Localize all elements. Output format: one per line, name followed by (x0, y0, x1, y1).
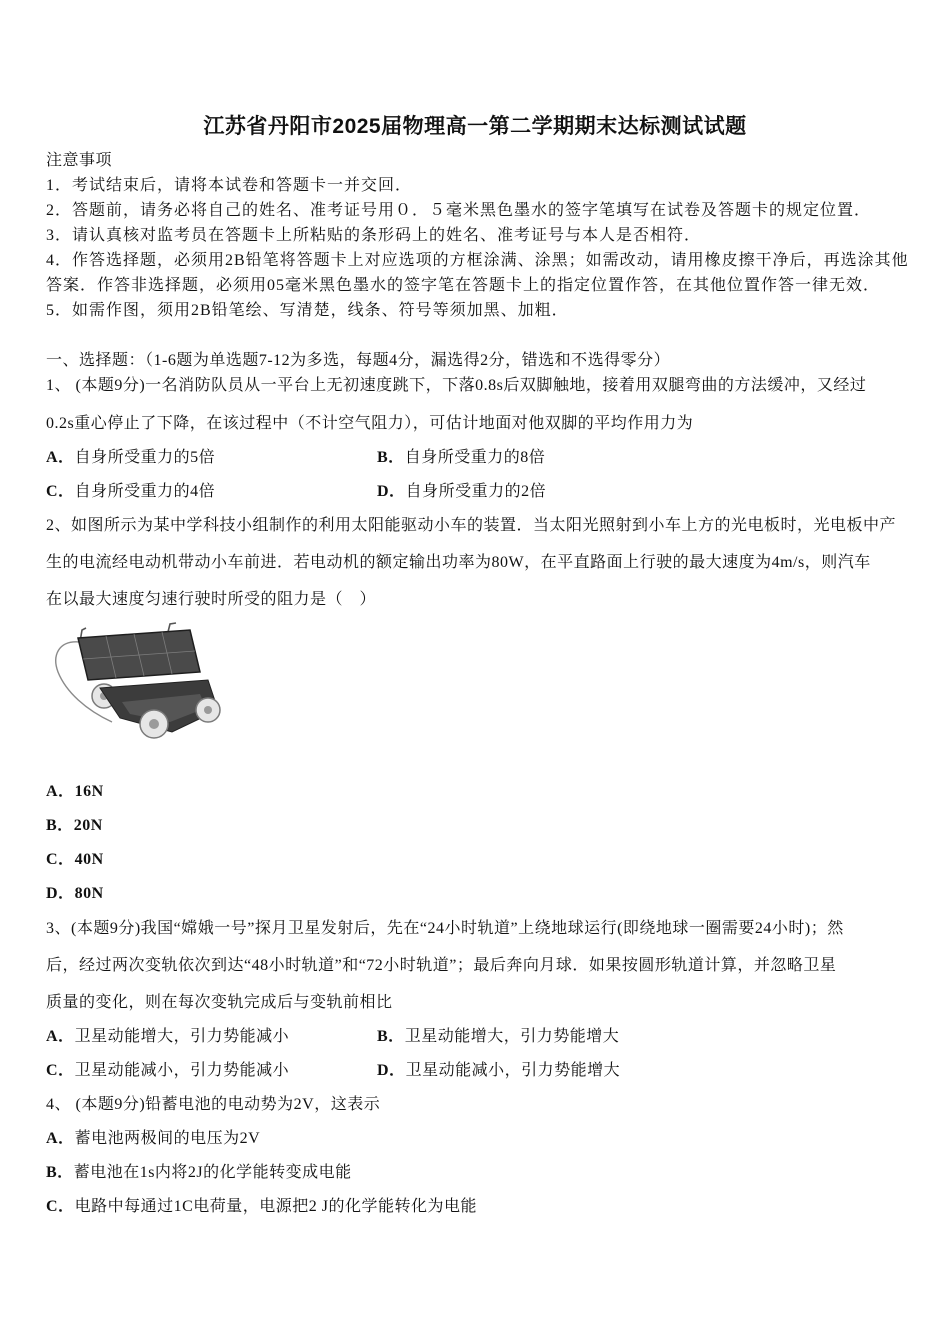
option-text: 卫星动能减小，引力势能增大 (405, 1062, 621, 1079)
question-4-stem: 4、 (本题9分)铅蓄电池的电动势为2V，这表示 (46, 1096, 381, 1113)
question-2-stem: 生的电流经电动机带动小车前进．若电动机的额定输出功率为80W，在平直路面上行驶的最大速度为4m/s，则汽车 (46, 554, 871, 571)
option-label: D． (377, 483, 406, 500)
question-4-option-c (46, 1197, 477, 1217)
option-text: 40N (74, 851, 104, 868)
notice-line: 3．请认真核对监考员在答题卡上所粘贴的条形码上的姓名、准考证号与本人是否相符． (46, 227, 702, 244)
question-4-option-b (46, 1163, 352, 1183)
option-label: C． (46, 1198, 75, 1215)
section-heading: 一、选择题：（1-6题为单选题7-12为多选，每题4分，漏选得2分，错选和不选得零分） (46, 352, 671, 369)
solar-car-figure (50, 622, 225, 747)
question-3-stem: 后，经过两次变轨依次到达“48小时轨道”和“72小时轨道”；最后奔向月球．如果按圆形轨道计算，并忽略卫星 (46, 957, 837, 974)
option-label: A． (46, 1028, 75, 1045)
question-1-stem: 1、 (本题9分)一名消防队员从一平台上无初速度跳下，下落0.8s后双脚触地，接着用双腿弯曲的方法缓冲，又经过 (46, 377, 867, 394)
option-label: B． (377, 1028, 405, 1045)
question-1-option-a (46, 448, 215, 468)
question-3-option-a (46, 1027, 289, 1047)
question-2-stem: 2、如图所示为某中学科技小组制作的利用太阳能驱动小车的装置．当太阳光照射到小车上方的光电板时，光电板中产 (46, 517, 897, 534)
option-text: 80N (74, 885, 104, 902)
option-text: 16N (74, 783, 104, 800)
option-label: B． (46, 817, 74, 834)
question-1-stem: 0.2s重心停止了下降，在该过程中（不计空气阻力），可估计地面对他双脚的平均作用力为 (46, 415, 694, 432)
option-label: C． (46, 1062, 75, 1079)
option-label: D． (377, 1062, 406, 1079)
notice-line: 答案．作答非选择题，必须用05毫米黑色墨水的签字笔在答题卡上的指定位置作答，在其他位置作答一律无效． (46, 277, 881, 294)
option-label: B． (46, 1164, 74, 1181)
question-1-option-b (377, 448, 545, 468)
question-3-option-c (46, 1061, 289, 1081)
option-text: 自身所受重力的5倍 (74, 449, 216, 466)
question-2-stem: 在以最大速度匀速行驶时所受的阻力是（ ） (46, 591, 377, 608)
option-text: 自身所受重力的8倍 (404, 449, 546, 466)
option-text: 自身所受重力的4倍 (74, 483, 216, 500)
notice-heading: 注意事项 (46, 152, 113, 169)
option-label: A． (46, 449, 75, 466)
option-text: 电路中每通过1C电荷量，电源把2 J的化学能转化为电能 (74, 1198, 477, 1215)
option-text: 蓄电池在1s内将2J的化学能转变成电能 (73, 1164, 352, 1181)
option-label: B． (377, 449, 405, 466)
option-text: 20N (73, 817, 103, 834)
option-text: 自身所受重力的2倍 (405, 483, 547, 500)
notice-line: 2．答题前，请务必将自己的姓名、准考证号用０．５毫米黑色墨水的签字笔填写在试卷及答题卡的规定位置． (46, 202, 872, 219)
question-3-stem: 质量的变化，则在每次变轨完成后与变轨前相比 (46, 994, 393, 1011)
notice-line: 5．如需作图，须用2B铅笔绘、写清楚，线条、符号等须加黑、加粗． (46, 302, 569, 319)
question-1-option-c (46, 482, 215, 502)
option-label: A． (46, 783, 75, 800)
question-4-option-a (46, 1129, 260, 1149)
wheel-hub (204, 706, 212, 714)
question-2-option-a (46, 782, 104, 802)
option-text: 蓄电池两极间的电压为2V (74, 1130, 261, 1147)
option-text: 卫星动能减小，引力势能减小 (74, 1062, 290, 1079)
option-label: D． (46, 885, 75, 902)
question-1-option-d (377, 482, 546, 502)
question-3-option-b (377, 1027, 619, 1047)
wheel-hub (149, 719, 159, 729)
option-label: A． (46, 1130, 75, 1147)
question-3-option-d (377, 1061, 620, 1081)
option-text: 卫星动能增大，引力势能减小 (74, 1028, 290, 1045)
page-title: 江苏省丹阳市2025届物理高一第二学期期末达标测试试题 (203, 115, 747, 138)
question-3-stem: 3、(本题9分)我国“嫦娥一号”探月卫星发射后，先在“24小时轨道”上绕地球运行(即绕地球一圈需要24小时)；然 (46, 920, 844, 937)
option-label: C． (46, 851, 75, 868)
question-2-option-c (46, 850, 104, 870)
question-2-option-d (46, 884, 104, 904)
option-text: 卫星动能增大，引力势能增大 (404, 1028, 620, 1045)
notice-line: 1．考试结束后，请将本试卷和答题卡一并交回． (46, 177, 413, 194)
notice-line: 4．作答选择题，必须用2B铅笔将答题卡上对应选项的方框涂满、涂黑；如需改动，请用橡皮擦干净后，再选涂其他 (46, 252, 909, 269)
question-2-option-b (46, 816, 103, 836)
option-label: C． (46, 483, 75, 500)
